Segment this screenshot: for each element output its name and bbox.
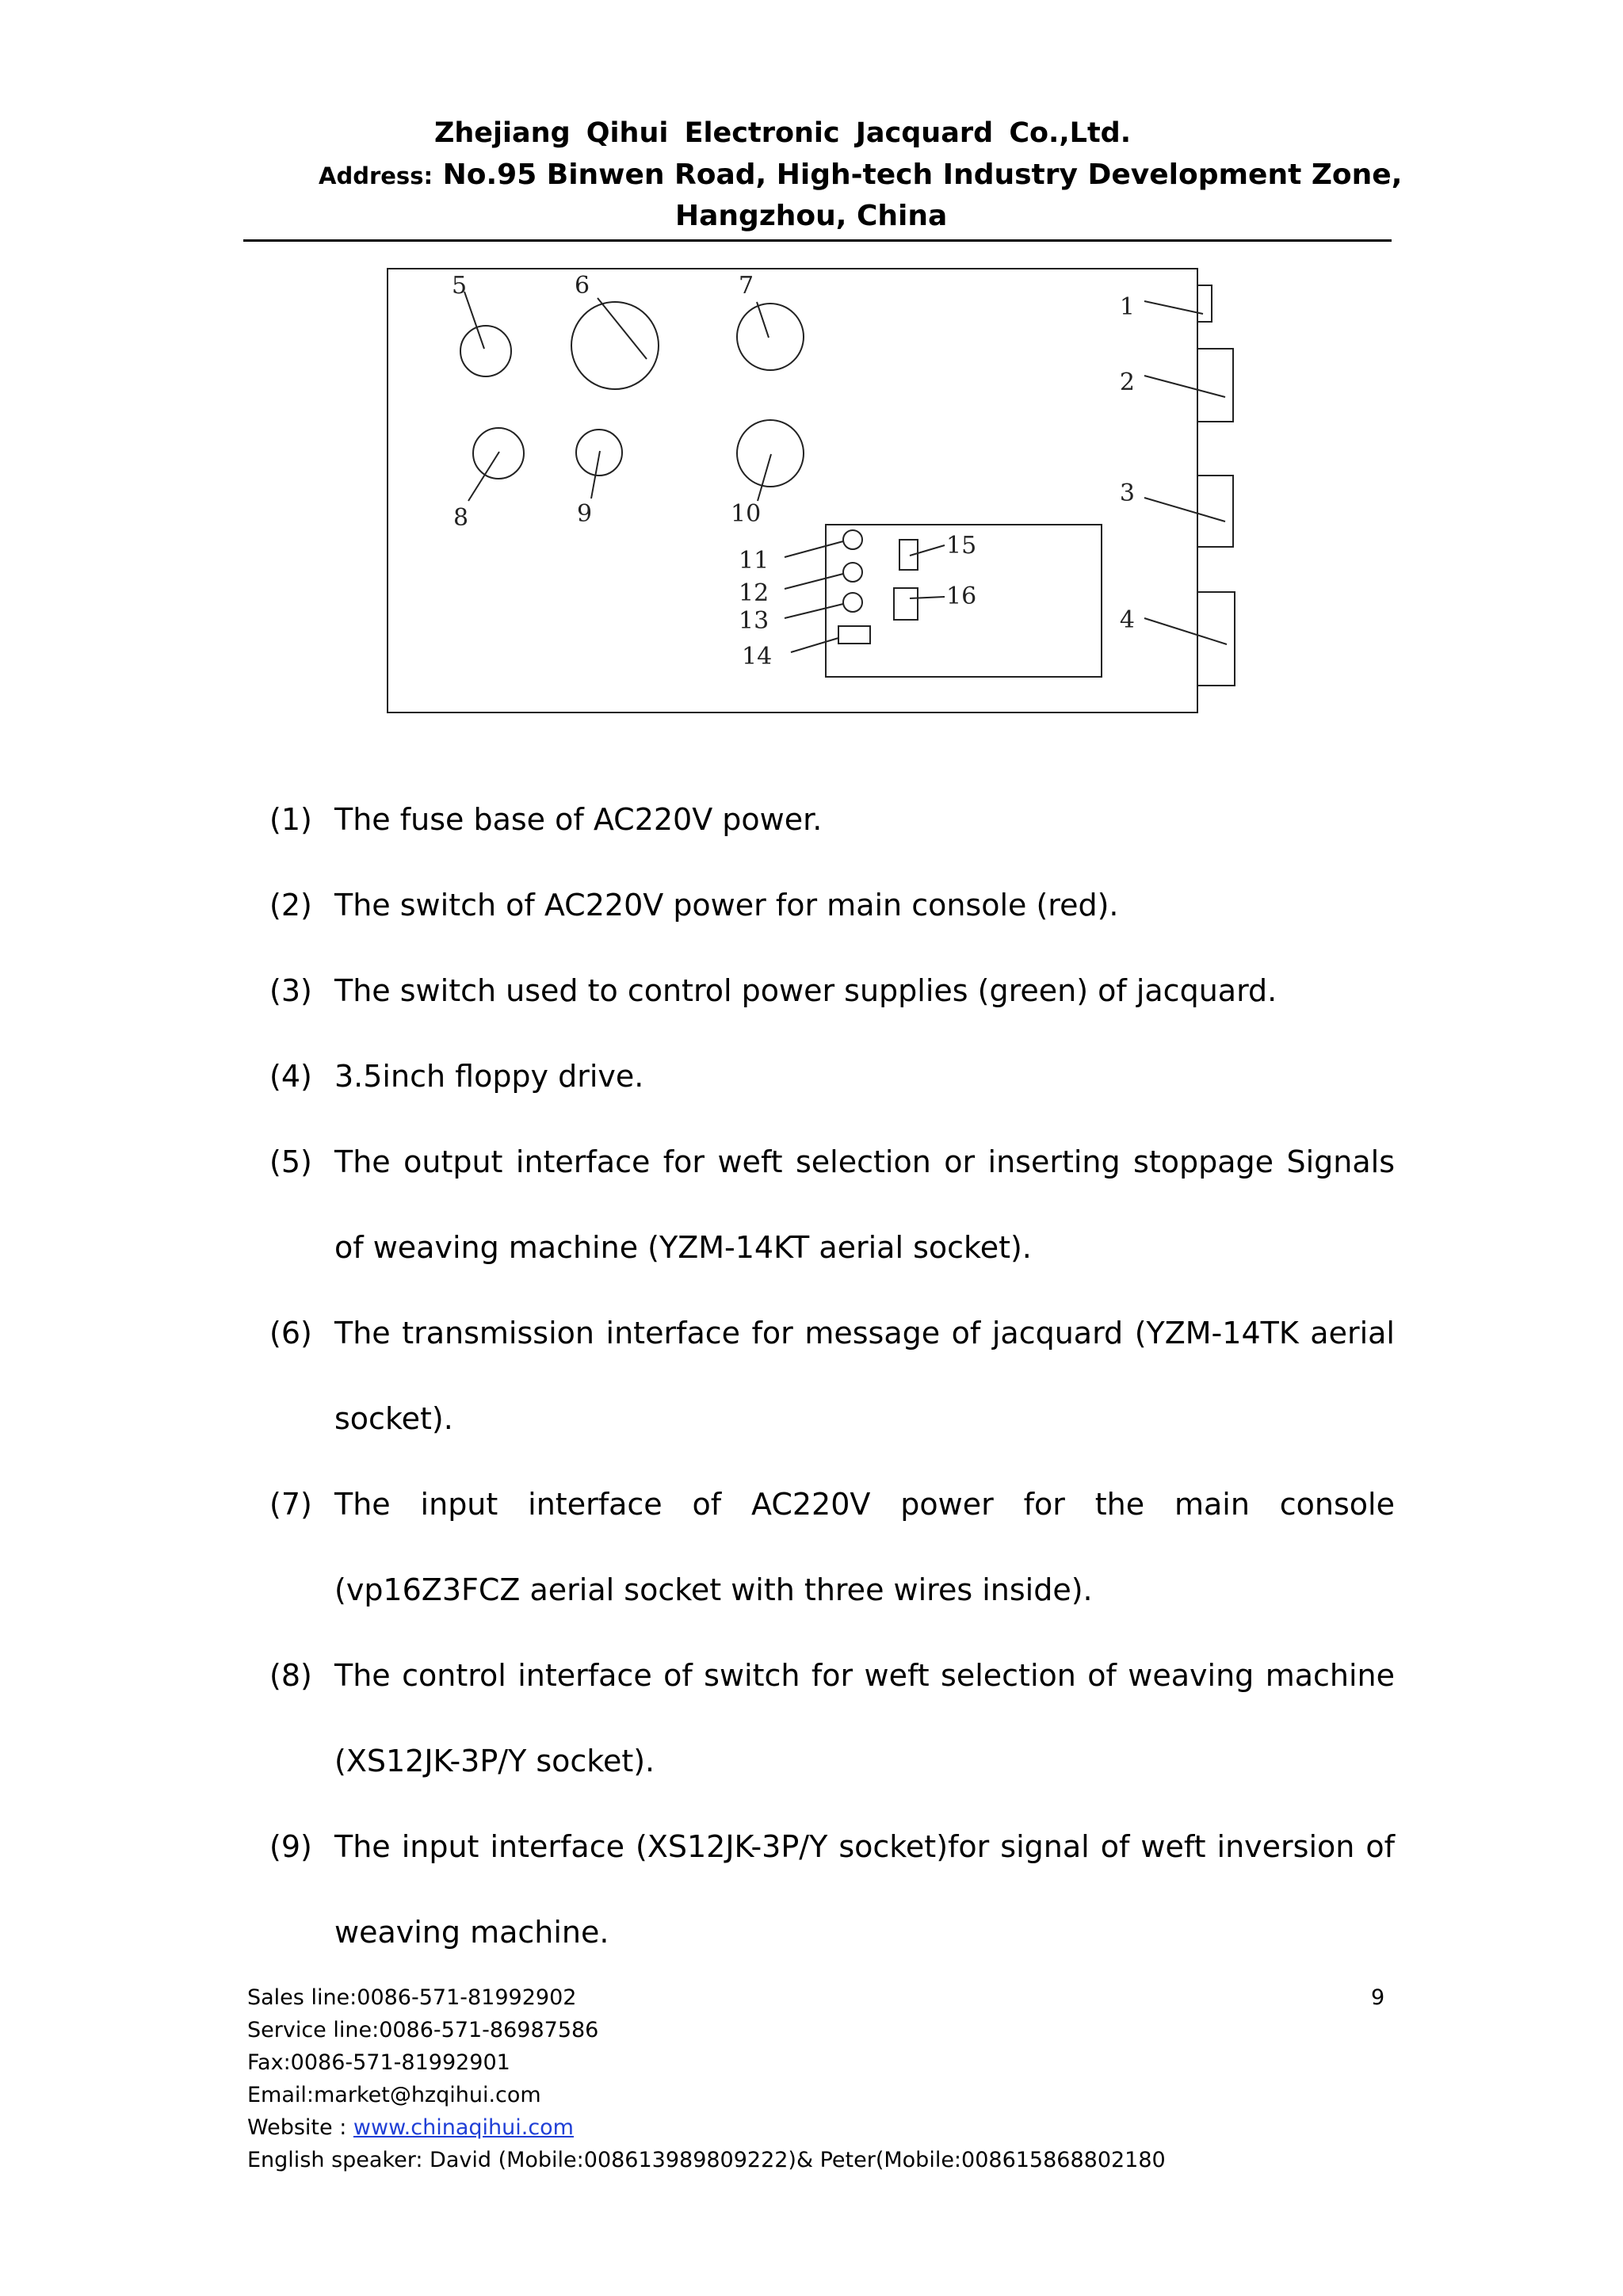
item-number: (9) xyxy=(269,1829,312,1864)
company-address xyxy=(319,159,1402,191)
list-item xyxy=(269,1119,1395,1290)
item-text: The input interface (XS12JK-3P/Y socket)for signal of weft inversion of weaving machine. xyxy=(334,1829,1395,1950)
service-line: Service line:0086-571-86987586 xyxy=(247,2018,599,2042)
address-label: Address: xyxy=(319,162,433,189)
item-text: The control interface of switch for weft selection of weaving machine (XS12JK-3P/Y socket). xyxy=(334,1658,1395,1778)
sales-line: Sales line:0086-571-81992902 xyxy=(247,1985,577,2010)
diagram-label-9: 9 xyxy=(577,500,593,528)
diagram-label-6: 6 xyxy=(575,272,590,300)
item-text: The transmission interface for message of jacquard (YZM-14TK aerial socket). xyxy=(334,1316,1395,1436)
item-text: The fuse base of AC220V power. xyxy=(334,802,823,837)
list-item xyxy=(269,862,1395,948)
item-text: The input interface of AC220V power for the main console (vp16Z3FCZ aerial socket with three wires inside). xyxy=(334,1487,1395,1607)
indicator-12-shape xyxy=(843,563,862,582)
diagram-label-5: 5 xyxy=(452,272,468,300)
list-item xyxy=(269,777,1395,862)
list-item xyxy=(269,1290,1395,1461)
socket-5-shape xyxy=(460,326,511,376)
item-number: (5) xyxy=(269,1144,312,1179)
item-number: (6) xyxy=(269,1316,312,1350)
email-line: Email:market@hzqihui.com xyxy=(247,2083,541,2107)
company-name: Zhejiang Qihui Electronic Jacquard Co.,Ltd. xyxy=(434,117,1132,149)
panel-diagram-svg xyxy=(379,252,1251,743)
website-line xyxy=(247,2111,1166,2144)
indicator-11-shape xyxy=(843,530,862,549)
website-link[interactable]: www.chinaqihui.com xyxy=(353,2115,574,2140)
fax-line: Fax:0086-571-81992901 xyxy=(247,2050,510,2075)
list-item xyxy=(269,1033,1395,1119)
diagram-label-4: 4 xyxy=(1119,606,1135,634)
diagram-label-7: 7 xyxy=(739,272,754,300)
component-16-shape xyxy=(894,588,918,620)
socket-7-shape xyxy=(737,304,804,370)
floppy-drive-shape xyxy=(1197,592,1235,686)
item-number: (7) xyxy=(269,1487,312,1522)
item-number: (3) xyxy=(269,973,312,1008)
page-footer xyxy=(247,1981,1166,2176)
socket-6-shape xyxy=(571,302,659,389)
list-item xyxy=(269,1461,1395,1633)
panel-outline xyxy=(388,269,1197,712)
website-label: Website : xyxy=(247,2115,353,2140)
socket-10-shape xyxy=(737,420,804,487)
diagram-label-13: 13 xyxy=(739,607,769,635)
company-city: Hangzhou, China xyxy=(675,200,948,232)
power-switch-red-shape xyxy=(1197,349,1233,422)
power-switch-green-shape xyxy=(1197,476,1233,547)
diagram-label-14: 14 xyxy=(742,643,773,670)
list-item xyxy=(269,1633,1395,1804)
component-description-list xyxy=(269,777,1395,1975)
diagram-label-11: 11 xyxy=(739,547,769,575)
page-number: 9 xyxy=(1371,1985,1385,2010)
panel-diagram xyxy=(379,252,1251,743)
fuse-base-shape xyxy=(1197,285,1212,322)
diagram-label-12: 12 xyxy=(739,579,769,607)
item-text: The switch used to control power supplies (green) of jacquard. xyxy=(334,973,1277,1008)
diagram-label-10: 10 xyxy=(731,500,762,528)
item-number: (1) xyxy=(269,802,312,837)
diagram-label-15: 15 xyxy=(946,532,977,560)
indicator-13-shape xyxy=(843,593,862,612)
diagram-label-1: 1 xyxy=(1119,293,1135,321)
diagram-label-2: 2 xyxy=(1119,369,1135,396)
item-text: The output interface for weft selection or inserting stoppage Signals of weaving machine (YZM-14KT aerial socket). xyxy=(334,1144,1395,1265)
item-number: (4) xyxy=(269,1059,312,1094)
address-text: No.95 Binwen Road, High-tech Industry Development Zone, xyxy=(442,159,1403,191)
diagram-label-16: 16 xyxy=(946,583,977,610)
header-divider xyxy=(243,239,1392,242)
list-item xyxy=(269,1804,1395,1975)
item-text: 3.5inch floppy drive. xyxy=(334,1059,644,1094)
diagram-label-3: 3 xyxy=(1119,479,1135,507)
component-14-shape xyxy=(838,626,870,644)
list-item xyxy=(269,948,1395,1033)
item-number: (8) xyxy=(269,1658,312,1693)
english-speaker-line: English speaker: David (Mobile:008613989809222)& Peter(Mobile:008615868802180 xyxy=(247,2148,1166,2172)
item-number: (2) xyxy=(269,888,312,923)
diagram-label-8: 8 xyxy=(453,504,469,532)
item-text: The switch of AC220V power for main console (red). xyxy=(334,888,1119,923)
